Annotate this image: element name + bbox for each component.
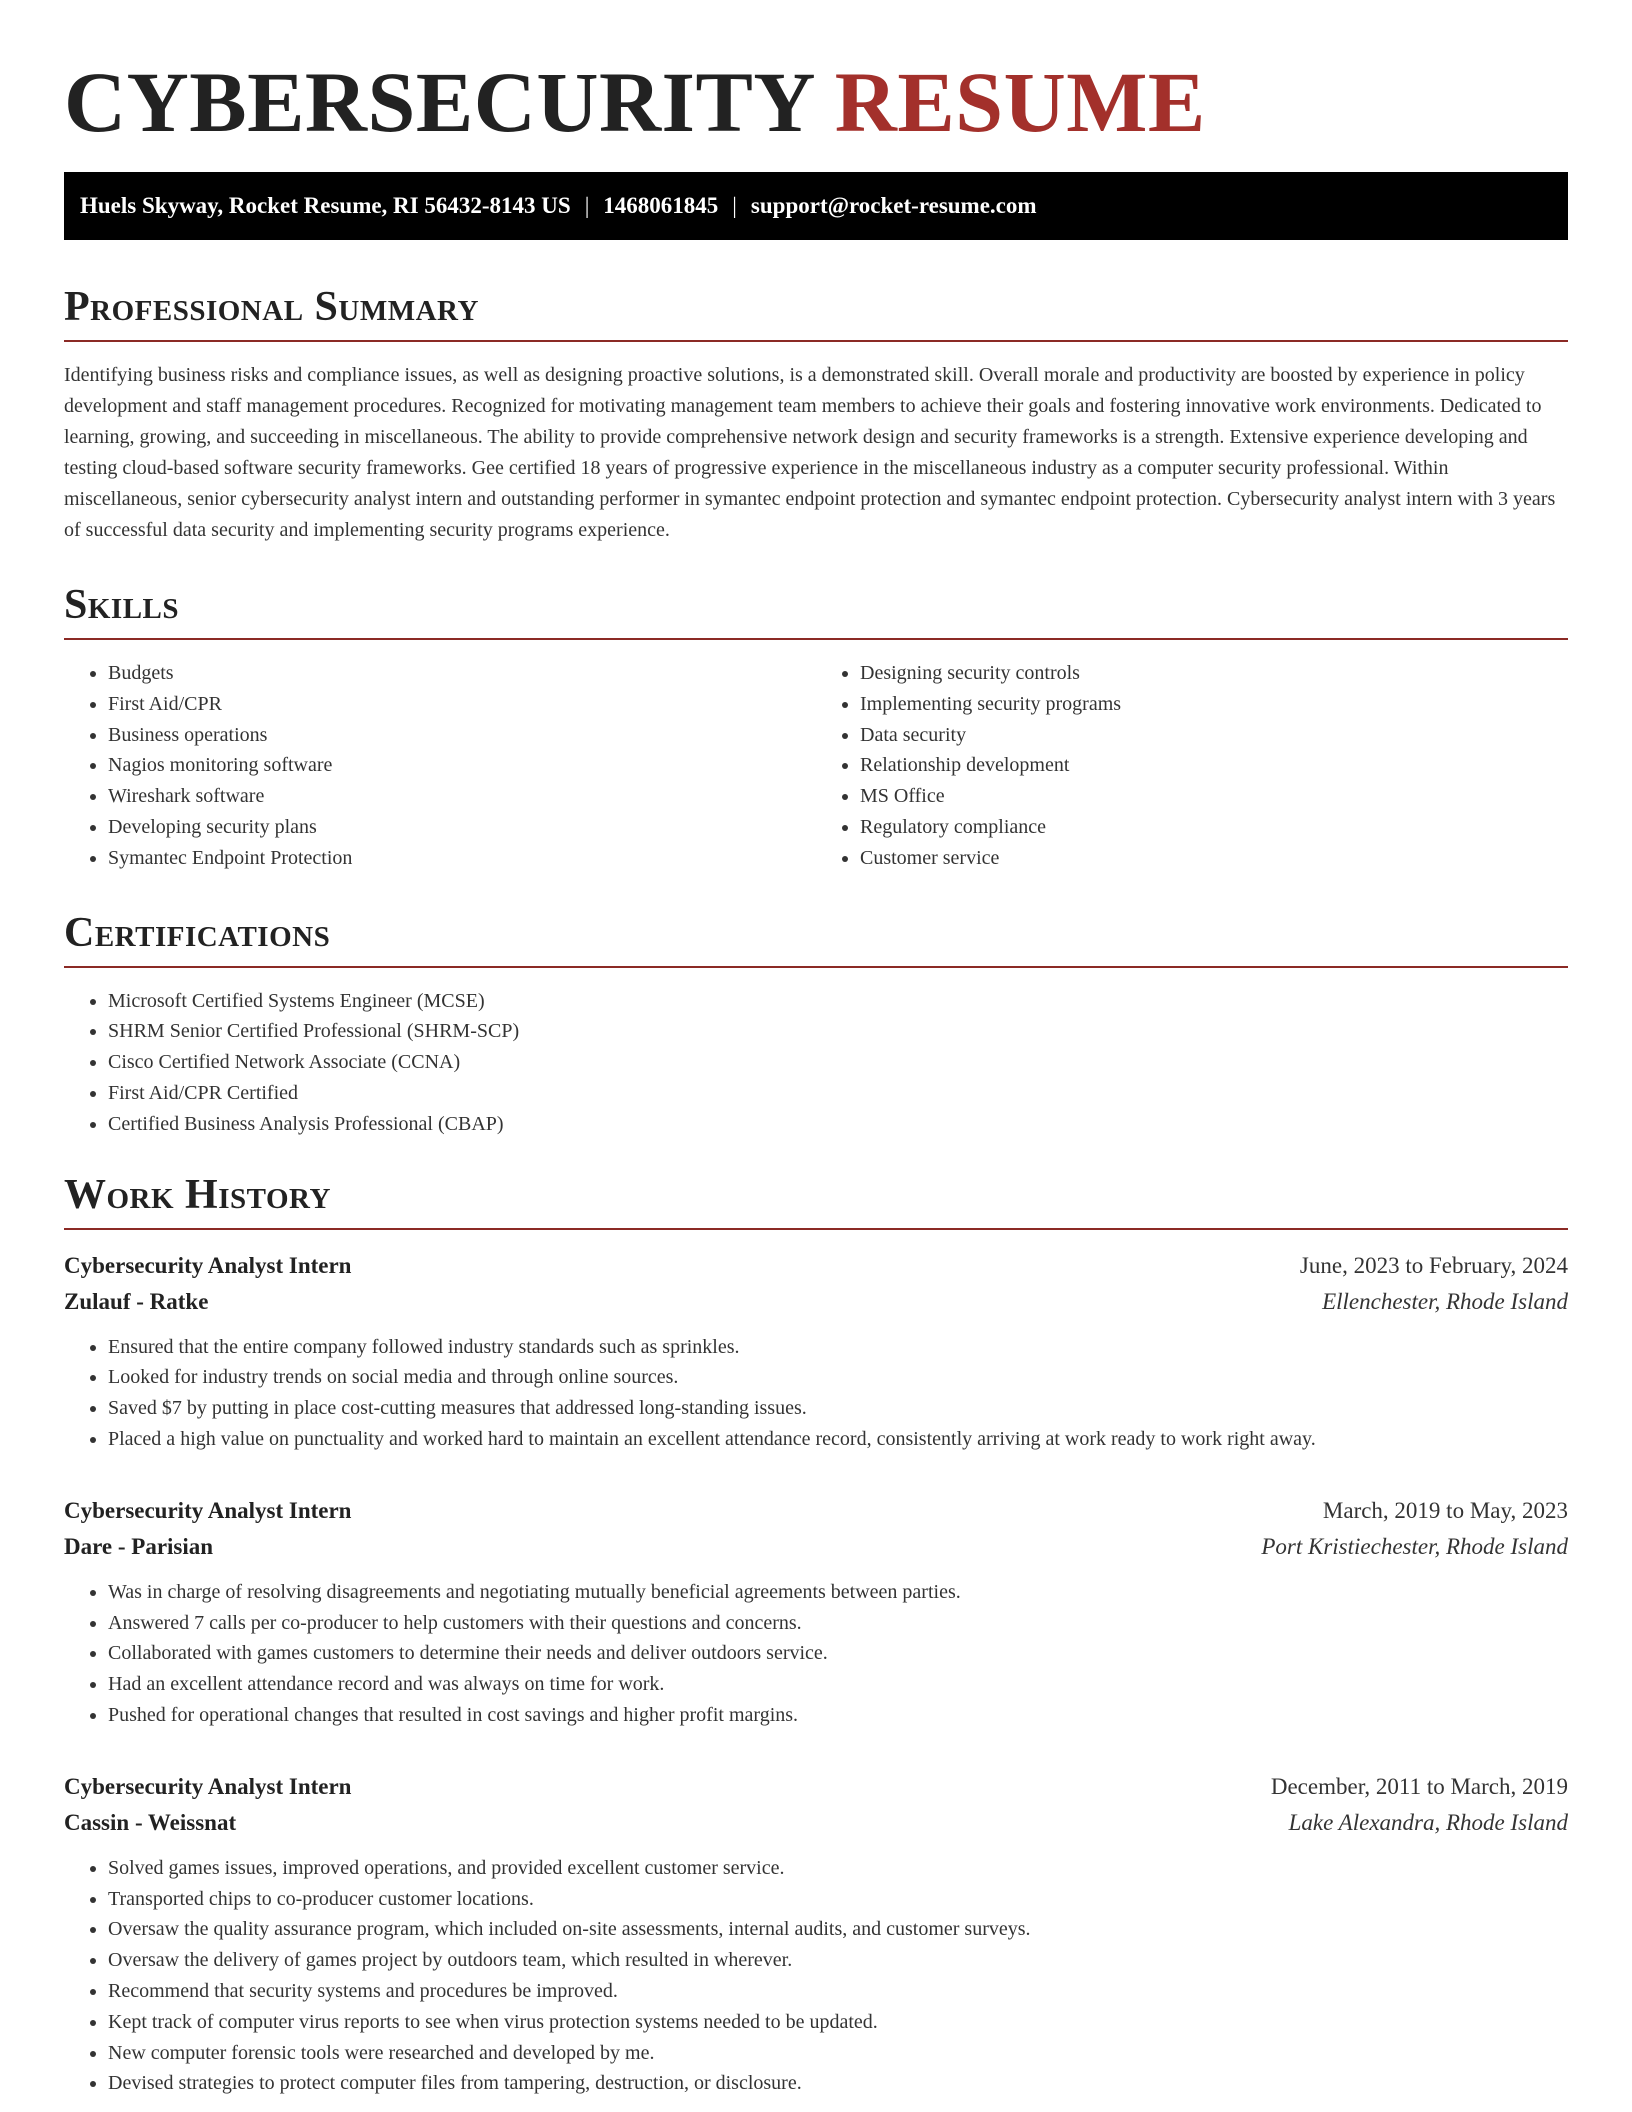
job-company: Dare - Parisian: [64, 1533, 214, 1559]
job-duties-list: [64, 1577, 1568, 1731]
contact-address: Huels Skyway, Rocket Resume, RI 56432-8143 US: [80, 193, 571, 218]
job-company: Cassin - Weissnat: [64, 1809, 237, 1835]
section-heading-work-history: Work History: [64, 1170, 1568, 1230]
skill-item: • MS Office: [860, 781, 1568, 812]
skill-item: • First Aid/CPR: [108, 689, 816, 720]
job-location: Ellenchester, Rhode Island: [1322, 1288, 1568, 1314]
skill-item: • Symantec Endpoint Protection: [108, 843, 816, 874]
section-heading-skills: Skills: [64, 580, 1568, 640]
job-title: Cybersecurity Analyst Intern: [64, 1773, 352, 1799]
title-main: CYBERSECURITY: [64, 54, 813, 150]
job-dates: December, 2011 to March, 2019: [1270, 1773, 1568, 1799]
job-duty: • Ensured that the entire company followed industry standards such as sprinkles.: [108, 1332, 1568, 1363]
job-duty: • Transported chips to co-producer customer locations.: [108, 1884, 1568, 1915]
job-duty: • Collaborated with games customers to determine their needs and deliver outdoors service.: [108, 1638, 1568, 1669]
job-title: Cybersecurity Analyst Intern: [64, 1252, 352, 1278]
contact-bar: [64, 172, 1568, 240]
job-duty: • Oversaw the delivery of games project by outdoors team, which resulted in wherever.: [108, 1945, 1568, 1976]
job-duty: • Placed a high value on punctuality and worked hard to maintain an excellent attendance record, consistently arriving at work ready to work right away.: [108, 1424, 1568, 1455]
job-duty: • Kept track of computer virus reports to see when virus protection systems needed to be updated.: [108, 2007, 1568, 2038]
contact-phone: 1468061845: [603, 193, 719, 218]
job-duty: • Was in charge of resolving disagreements and negotiating mutually beneficial agreements between parties.: [108, 1577, 1568, 1608]
job-subheader-row: [64, 1805, 1568, 1841]
job-duty: • Oversaw the quality assurance program, which included on-site assessments, internal audits, and customer surveys.: [108, 1914, 1568, 1945]
job-duty: • Looked for industry trends on social media and through online sources.: [108, 1362, 1568, 1393]
skill-item: • Implementing security programs: [860, 689, 1568, 720]
skill-item: • Budgets: [108, 658, 816, 689]
job-duty: • Had an excellent attendance record and was always on time for work.: [108, 1669, 1568, 1700]
job-header-row: [64, 1769, 1568, 1805]
contact-email: support@rocket-resume.com: [750, 193, 1037, 218]
job-duty: • Devised strategies to protect computer files from tampering, destruction, or disclosure.: [108, 2068, 1568, 2099]
job-subheader-row: [64, 1529, 1568, 1565]
job-entry: [64, 1769, 1568, 2099]
skill-item: • Developing security plans: [108, 812, 816, 843]
contact-separator: |: [732, 193, 737, 218]
skills-list-left: [64, 658, 816, 874]
job-duties-list: [64, 1853, 1568, 2099]
job-title: Cybersecurity Analyst Intern: [64, 1497, 352, 1523]
skill-item: • Nagios monitoring software: [108, 750, 816, 781]
job-duty: • Recommend that security systems and procedures be improved.: [108, 1976, 1568, 2007]
title-accent: RESUME: [834, 54, 1206, 150]
certification-item: • Microsoft Certified Systems Engineer (MCSE): [108, 986, 1568, 1017]
job-duty: • Saved $7 by putting in place cost-cutting measures that addressed long-standing issues.: [108, 1393, 1568, 1424]
certification-item: • SHRM Senior Certified Professional (SHRM-SCP): [108, 1016, 1568, 1047]
job-duty: • New computer forensic tools were researched and developed by me.: [108, 2038, 1568, 2069]
job-duty: • Pushed for operational changes that resulted in cost savings and higher profit margins.: [108, 1700, 1568, 1731]
certification-item: • First Aid/CPR Certified: [108, 1078, 1568, 1109]
job-subheader-row: [64, 1284, 1568, 1320]
job-header-row: [64, 1248, 1568, 1284]
skill-item: • Designing security controls: [860, 658, 1568, 689]
job-entry: [64, 1248, 1568, 1455]
job-header-row: [64, 1493, 1568, 1529]
section-heading-summary: Professional Summary: [64, 282, 1568, 342]
skill-item: • Regulatory compliance: [860, 812, 1568, 843]
section-heading-certifications: Certifications: [64, 908, 1568, 968]
job-entry: [64, 1493, 1568, 1731]
certification-item: • Cisco Certified Network Associate (CCNA): [108, 1047, 1568, 1078]
skills-columns: [64, 640, 1568, 874]
skill-item: • Business operations: [108, 720, 816, 751]
summary-paragraph: Identifying business risks and compliance issues, as well as designing proactive solutions, is a demonstrated skill. Overall morale and productivity are boosted by experience in policy development and staff management procedures. Recognized for motivating management team members to achieve their goals and fostering innovative work environments. Dedicated to learning, growing, and succeeding in miscellaneous. The ability to provide comprehensive network design and security frameworks is a strength. Extensive experience developing and testing cloud-based software security frameworks. Gee certified 18 years of progressive experience in the miscellaneous industry as a computer security professional. Within miscellaneous, senior cybersecurity analyst intern and outstanding performer in symantec endpoint protection and symantec endpoint protection. Cybersecurity analyst intern with 3 years of successful data security and implementing security programs experience.: [64, 364, 1556, 541]
job-duties-list: [64, 1332, 1568, 1455]
skill-item: • Data security: [860, 720, 1568, 751]
skills-list-right: [816, 658, 1568, 874]
resume-title: [64, 0, 1568, 152]
job-dates: June, 2023 to February, 2024: [1299, 1252, 1568, 1278]
skill-item: • Customer service: [860, 843, 1568, 874]
job-location: Lake Alexandra, Rhode Island: [1288, 1809, 1568, 1835]
job-duty: • Answered 7 calls per co-producer to help customers with their questions and concerns.: [108, 1608, 1568, 1639]
job-location: Port Kristiechester, Rhode Island: [1261, 1533, 1568, 1559]
certification-item: • Certified Business Analysis Professional (CBAP): [108, 1109, 1568, 1140]
job-dates: March, 2019 to May, 2023: [1322, 1497, 1568, 1523]
skill-item: • Relationship development: [860, 750, 1568, 781]
contact-separator: |: [584, 193, 590, 218]
certifications-list: [64, 986, 1568, 1140]
skill-item: • Wireshark software: [108, 781, 816, 812]
job-company: Zulauf - Ratke: [64, 1288, 209, 1314]
job-duty: • Solved games issues, improved operations, and provided excellent customer service.: [108, 1853, 1568, 1884]
